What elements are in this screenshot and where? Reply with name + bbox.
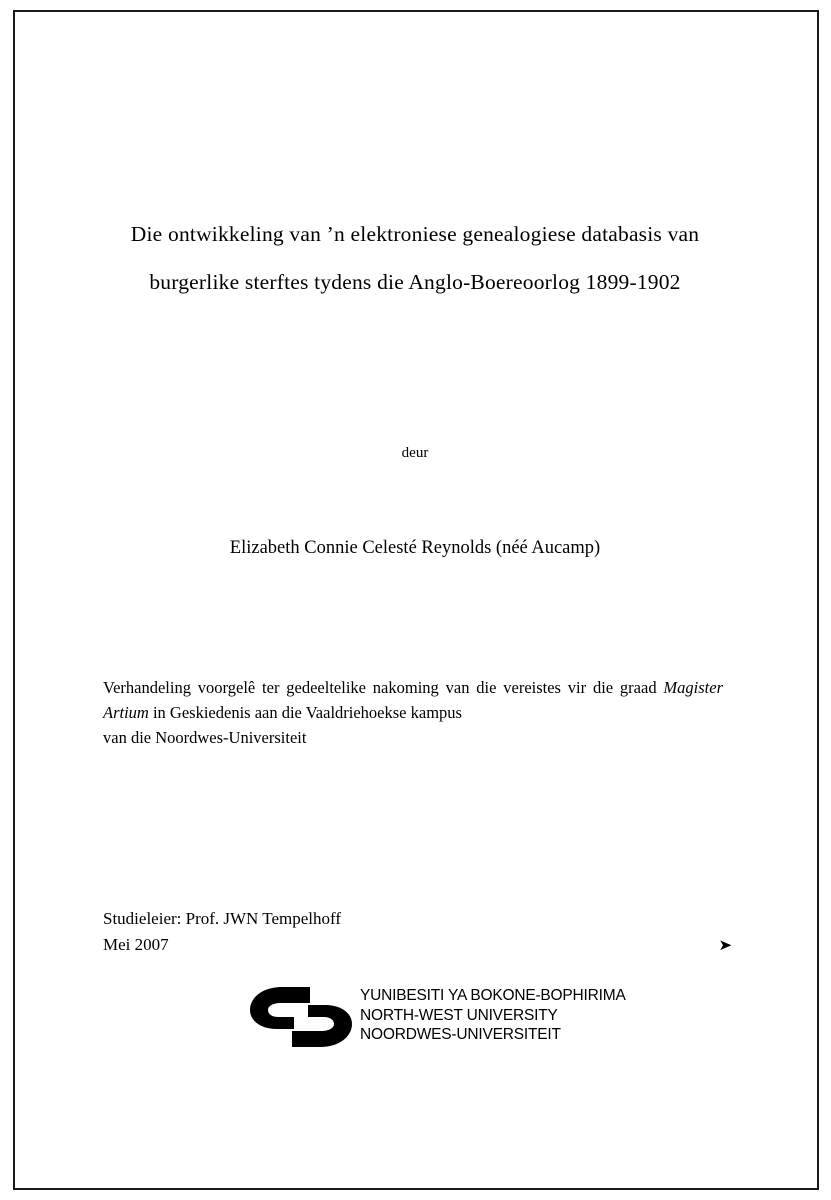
degree-name: Magister Artium <box>103 678 723 722</box>
date-line: Mei 2007 <box>103 935 169 954</box>
university-logo-text-line-2: NORTH-WEST UNIVERSITY <box>360 1006 558 1024</box>
degree-statement-part-1: Verhandeling voorgelê ter gedeeltelike nakoming van die vereistes vir die graad <box>103 678 664 697</box>
university-logo-text <box>360 986 626 1045</box>
date-line-wrapper <box>103 932 733 958</box>
north-west-university-logo-icon <box>248 984 356 1050</box>
title-page-content <box>100 20 733 1180</box>
page-title <box>100 210 730 306</box>
university-logo-text-line-3: NOORDWES-UNIVERSITEIT <box>360 1026 561 1043</box>
handwritten-mark-icon: ➤ <box>718 938 733 954</box>
degree-statement-last-line: van die Noordwes-Universiteit <box>103 728 307 747</box>
university-logo <box>248 982 668 1052</box>
supervisor-line: Studieleier: Prof. JWN Tempelhoff <box>103 909 342 928</box>
page-title-line-1: Die ontwikkeling van ’n elektroniese genealogiese databasis van <box>130 222 700 246</box>
page-title-line-2: burgerlike sterftes tydens die Anglo-Boereoorlog 1899-1902 <box>149 270 681 294</box>
degree-statement <box>103 675 723 750</box>
byline-label: deur <box>401 445 429 461</box>
degree-statement-part-2: in Geskiedenis aan die Vaaldriehoekse kampus <box>148 703 462 722</box>
supervisor-block <box>103 906 733 958</box>
university-logo-text-line-1: YUNIBESITI YA BOKONE-BOPHIRIMA <box>360 987 626 1004</box>
author-name: Elizabeth Connie Celesté Reynolds (néé Aucamp) <box>229 538 601 558</box>
